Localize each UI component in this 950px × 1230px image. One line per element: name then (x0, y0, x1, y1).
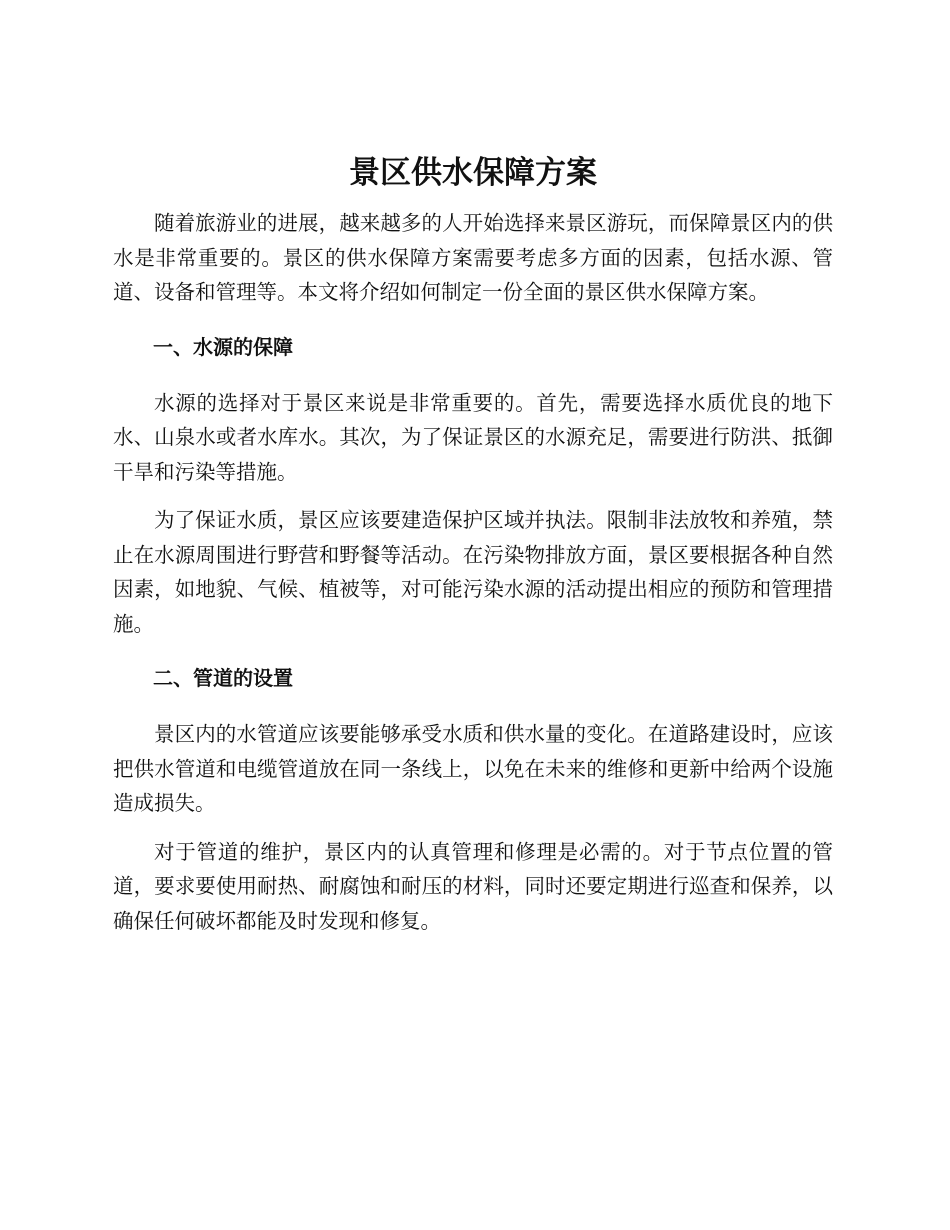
document-title: 景区供水保障方案 (349, 155, 597, 191)
section-heading-water-source: 一、水源的保障 (153, 334, 293, 359)
pipelines-paragraph-2: 对于管道的维护，景区内的认真管理和修理是必需的。对于节点位置的管道，要求要使用耐热、耐腐蚀和耐压的材料，同时还要定期进行巡查和保养，以确保任何破坏都能及时发现和修复。 (113, 839, 833, 933)
water-source-paragraph-1: 水源的选择对于景区来说是非常重要的。首先，需要选择水质优良的地下水、山泉水或者水库水。其次，为了保证景区的水源充足，需要进行防洪、抵御干旱和污染等措施。 (113, 390, 833, 484)
intro-paragraph: 随着旅游业的进展，越来越多的人开始选择来景区游玩，而保障景区内的供水是非常重要的。景区的供水保障方案需要考虑多方面的因素，包括水源、管道、设备和管理等。本文将介绍如何制定一份全面的景区供水保障方案。 (113, 211, 833, 304)
section-heading-pipelines: 二、管道的设置 (153, 666, 293, 690)
document-body (113, 150, 833, 952)
pipelines-paragraph-1: 景区内的水管道应该要能够承受水质和供水量的变化。在道路建设时，应该把供水管道和电缆管道放在同一条线上，以免在未来的维修和更新中给两个设施造成损失。 (113, 722, 833, 815)
water-source-paragraph-2: 为了保证水质，景区应该要建造保护区域并执法。限制非法放牧和养殖，禁止在水源周围进行野营和野餐等活动。在污染物排放方面，景区要根据各种自然因素，如地貌、气候、植被等，对可能污染水源的活动提出相应的预防和管理措施。 (113, 508, 833, 636)
